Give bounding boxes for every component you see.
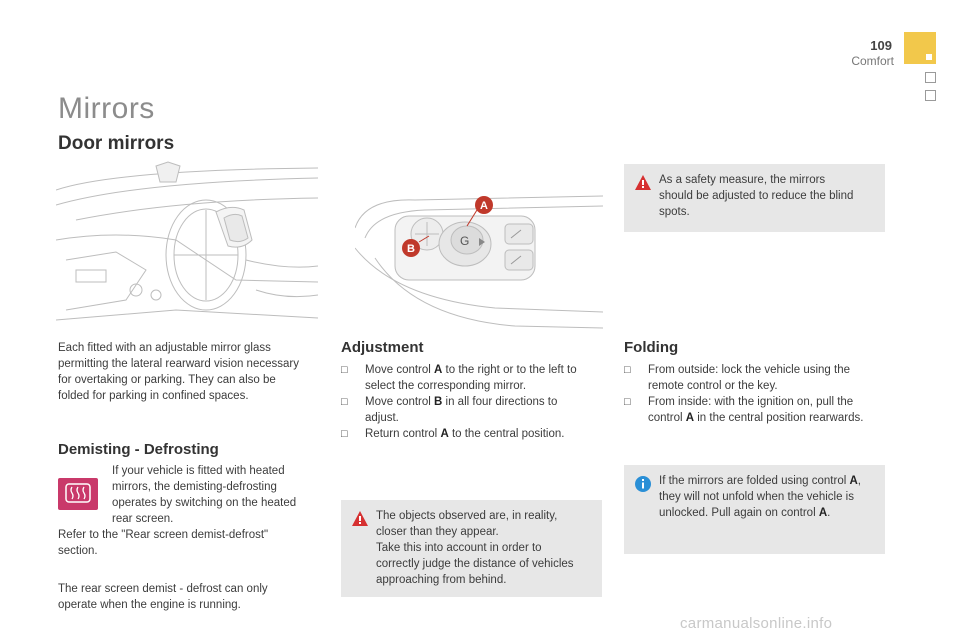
folded-info-note: If the mirrors are folded using control A, they will not unfold when the vehicle is unlocked. Pull again on control A.: [624, 465, 885, 554]
folding-list: [624, 362, 890, 426]
bullet-icon: □: [341, 428, 348, 440]
warning-icon: [351, 510, 369, 528]
demisting-engine-note: The rear screen demist - defrost can only operate when the engine is running.: [58, 583, 268, 611]
demisting-heading: Demisting - Defrosting: [58, 441, 219, 458]
bullet-icon: □: [341, 396, 348, 408]
mirror-control-illustration: [355, 188, 603, 330]
svg-text:G: G: [460, 234, 470, 248]
section-subtitle: Door mirrors: [58, 133, 175, 154]
page-title: Mirrors: [58, 92, 155, 125]
watermark: carmanualsonline.info: [680, 615, 833, 632]
bullet-icon: □: [624, 396, 631, 408]
demisting-reference: Refer to the "Rear screen demist-defrost" section.: [58, 529, 269, 557]
label-b: B: [407, 243, 415, 255]
bullet-icon: □: [341, 364, 348, 376]
list-item: □ Return control A to the central position.: [341, 428, 565, 440]
safety-warning: As a safety measure, the mirrors should be adjusted to reduce the blind spots.: [624, 164, 885, 232]
page-number: 109: [870, 38, 892, 53]
section-name: Comfort: [851, 54, 894, 68]
chapter-marker-box: [925, 72, 936, 83]
folding-heading: Folding: [624, 339, 679, 356]
info-icon: [634, 475, 652, 493]
adjustment-heading: Adjustment: [341, 339, 424, 356]
adjustment-list: [341, 362, 603, 442]
list-item: □ From inside: with the ignition on, pull the control A in the central position rearwards.: [624, 396, 864, 424]
label-a: A: [480, 200, 488, 212]
demisting-text: If your vehicle is fitted with heated mirrors, the demisting-defrosting operates by switching on the heated rear screen.: [112, 465, 297, 525]
rear-screen-demist-icon: [58, 478, 98, 510]
chapter-marker-box: [925, 90, 936, 101]
objects-closer-warning: The objects observed are, in reality, closer than they appear. Take this into account in order to correctly judge the distance of vehicles approaching from behind.: [341, 500, 602, 597]
warning-icon: [634, 174, 652, 192]
list-item: □ From outside: lock the vehicle using the remote control or the key.: [624, 364, 850, 392]
chapter-tab: [904, 32, 936, 64]
intro-paragraph: Each fitted with an adjustable mirror glass permitting the lateral rearward vision necessary for overtaking or parking. They can also be folded for parking in confined spaces.: [58, 342, 299, 402]
list-item: □ Move control B in all four directions to adjust.: [341, 396, 558, 424]
bullet-icon: □: [624, 364, 631, 376]
cabin-mirror-illustration: [56, 160, 318, 330]
list-item: □ Move control A to the right or to the left to select the corresponding mirror.: [341, 364, 577, 392]
